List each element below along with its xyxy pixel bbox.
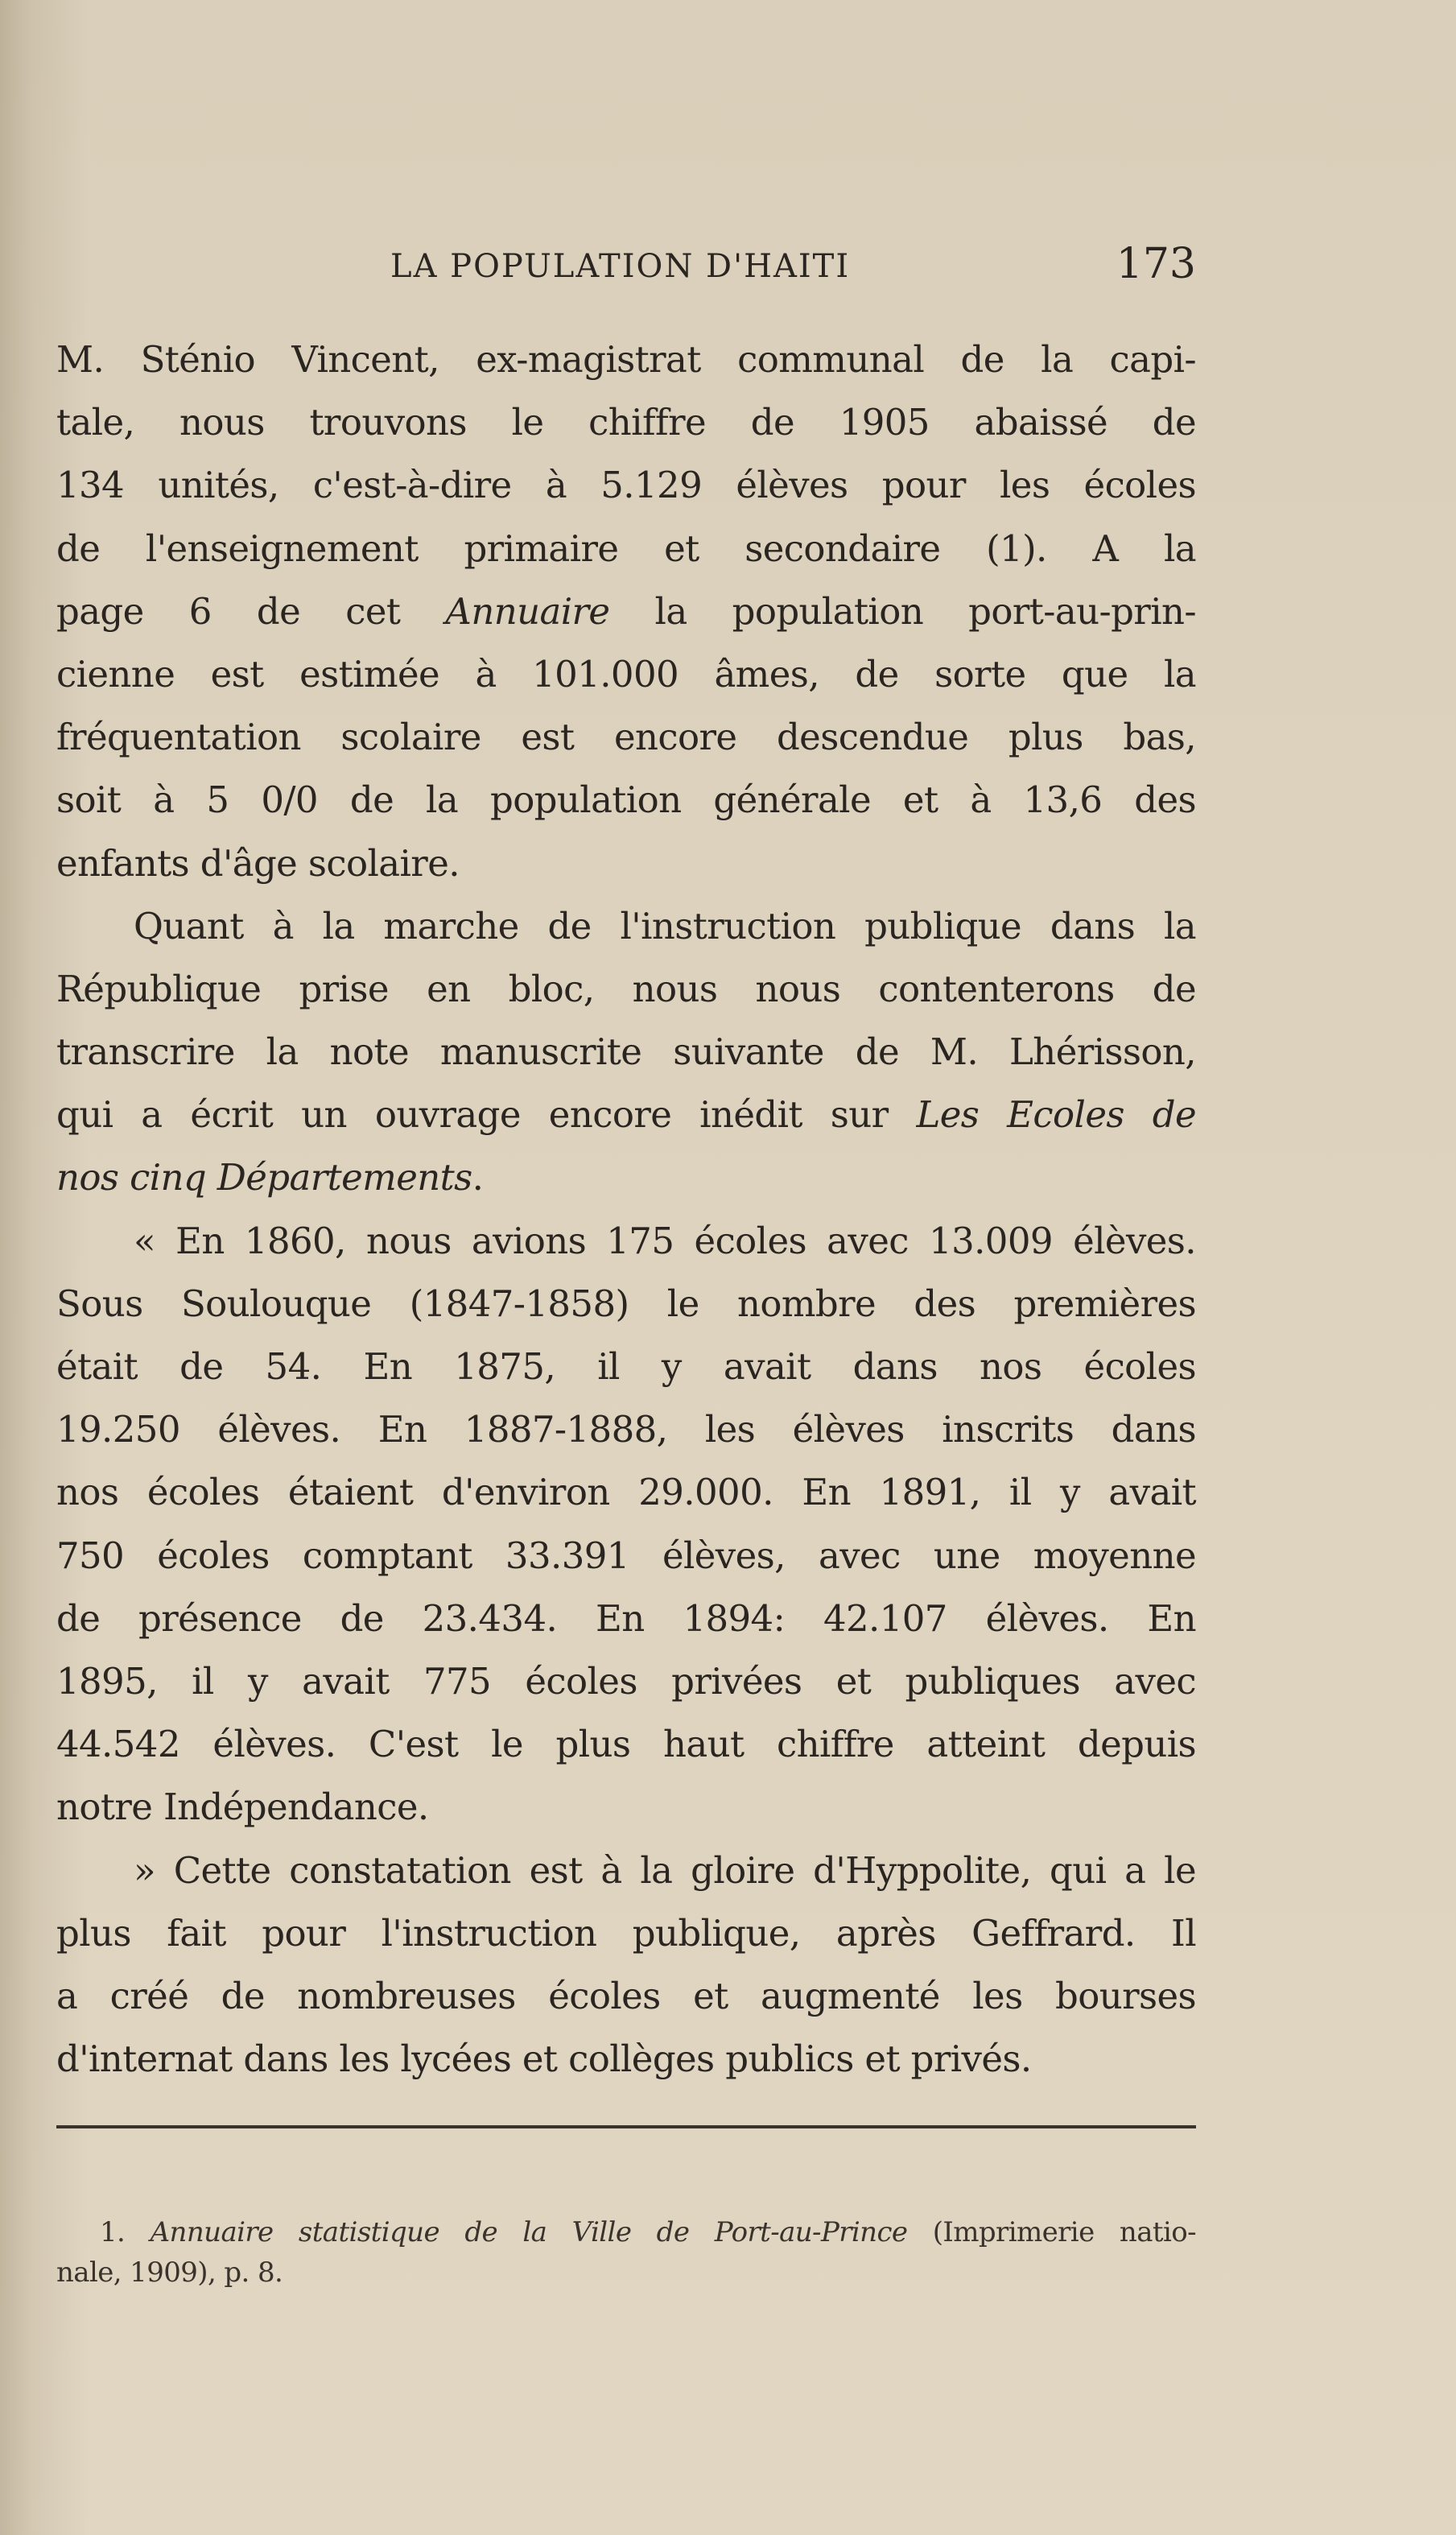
running-title: LA POPULATION D'HAITI xyxy=(390,248,851,285)
text-line xyxy=(56,518,1196,580)
text-run: Sous Soulouque (1847-1858) le nombre des premières xyxy=(56,1282,1196,1325)
text-run: tale, nous trouvons le chiffre de 1905 abaissé de xyxy=(56,401,1196,444)
text-line xyxy=(56,1336,1196,1398)
text-line xyxy=(56,580,1196,643)
paragraph xyxy=(56,328,1196,895)
text-run: a créé de nombreuses écoles et augmenté les bourses xyxy=(56,1974,1196,2017)
text-line xyxy=(56,1210,1196,1273)
text-run: nale, 1909), p. 8. xyxy=(56,2256,283,2289)
text-line xyxy=(56,1273,1196,1336)
text-line xyxy=(56,2028,1196,2091)
text-run: . xyxy=(472,1156,484,1199)
italic-title: Les Ecoles de xyxy=(916,1093,1196,1137)
text-line xyxy=(56,1713,1196,1776)
footnote xyxy=(56,2212,1196,2293)
text-run: fréquentation scolaire est encore descendue plus bas, xyxy=(56,716,1196,759)
page-number: 173 xyxy=(1116,240,1196,288)
text-run: 19.250 élèves. En 1887-1888, les élèves inscrits dans xyxy=(56,1408,1196,1451)
text-run: nos écoles étaient d'environ 29.000. En 1891, il y avait xyxy=(56,1471,1196,1514)
text-line xyxy=(56,895,1196,958)
italic-title: Annuaire xyxy=(445,589,610,633)
text-run: M. Sténio Vincent, ex-magistrat communal de la capi- xyxy=(56,338,1196,381)
text-run: « En 1860, nous avions 175 écoles avec 13.009 élèves. xyxy=(134,1219,1196,1262)
footnote-divider xyxy=(56,2125,1196,2128)
text-run: de l'enseignement primaire et secondaire (1). A la xyxy=(56,526,1196,570)
text-line xyxy=(56,769,1196,832)
text-line xyxy=(56,1965,1196,2028)
text-run: était de 54. En 1875, il y avait dans nos écoles xyxy=(56,1345,1196,1388)
text-line xyxy=(56,1587,1196,1650)
text-run: enfants d'âge scolaire. xyxy=(56,841,460,885)
text-line xyxy=(56,1398,1196,1461)
text-run: 750 écoles comptant 33.391 élèves, avec une moyenne xyxy=(56,1534,1196,1577)
footnotes xyxy=(56,2212,1196,2293)
text-run: République prise en bloc, nous nous contenterons de xyxy=(56,967,1196,1010)
text-line xyxy=(56,454,1196,517)
text-line xyxy=(56,643,1196,706)
text-run: plus fait pour l'instruction publique, après Geffrard. Il xyxy=(56,1911,1196,1955)
text-line xyxy=(56,1146,1196,1209)
text-line xyxy=(56,1021,1196,1084)
text-run: 44.542 élèves. C'est le plus haut chiffre atteint depuis xyxy=(56,1723,1196,1766)
text-line xyxy=(56,391,1196,454)
text-run: (Imprimerie natio- xyxy=(907,2216,1196,2248)
text-run: » Cette constatation est à la gloire d'Hyppolite, qui a le xyxy=(134,1848,1196,1892)
text-run: qui a écrit un ouvrage encore inédit sur xyxy=(56,1093,917,1137)
paragraph xyxy=(56,1839,1196,2091)
text-run: soit à 5 0/0 de la population générale et à 13,6 des xyxy=(56,778,1196,822)
text-line xyxy=(56,706,1196,769)
text-line xyxy=(56,1525,1196,1587)
italic-title: Annuaire statistique de la Ville de Port-au-Prince xyxy=(150,2216,908,2248)
text-run: Quant à la marche de l'instruction publique dans la xyxy=(134,904,1196,948)
text-run: 1. xyxy=(100,2216,151,2248)
text-line xyxy=(56,328,1196,391)
text-run: d'internat dans les lycées et collèges publics et privés. xyxy=(56,2037,1032,2081)
text-line xyxy=(56,1650,1196,1713)
text-line xyxy=(56,832,1196,895)
text-line xyxy=(56,1461,1196,1524)
text-run: page 6 de cet xyxy=(56,589,446,633)
text-line xyxy=(56,1902,1196,1965)
text-line xyxy=(56,1084,1196,1146)
paragraph xyxy=(56,895,1196,1210)
text-run: 134 unités, c'est-à-dire à 5.129 élèves pour les écoles xyxy=(56,464,1196,507)
paragraph xyxy=(56,1210,1196,1839)
text-run: cienne est estimée à 101.000 âmes, de sorte que la xyxy=(56,652,1196,696)
text-run: 1895, il y avait 775 écoles privées et publiques avec xyxy=(56,1659,1196,1703)
text-line xyxy=(56,958,1196,1021)
text-run: de présence de 23.434. En 1894: 42.107 élèves. En xyxy=(56,1596,1196,1640)
text-line xyxy=(56,2252,1196,2293)
running-header xyxy=(56,240,1196,296)
text-run: notre Indépendance. xyxy=(56,1786,429,1829)
italic-title: nos cinq Départements xyxy=(56,1156,472,1199)
text-line xyxy=(56,1839,1196,1902)
text-line xyxy=(56,2212,1196,2252)
body-text xyxy=(56,328,1196,2091)
text-run: la population port-au-prin- xyxy=(609,589,1196,633)
text-line xyxy=(56,1776,1196,1839)
text-run: transcrire la note manuscrite suivante de M. Lhérisson, xyxy=(56,1030,1196,1074)
